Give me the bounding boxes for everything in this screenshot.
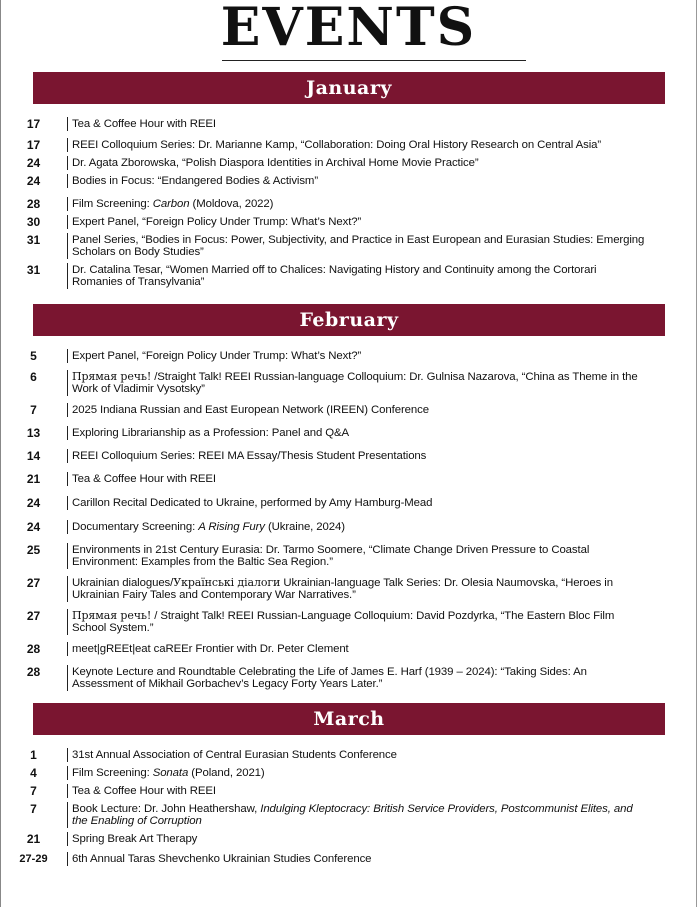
- event-date: 4: [30, 766, 37, 780]
- event-row: [0, 784, 697, 798]
- event-title[interactable]: REEI Colloquium Series: REEI MA Essay/Thesis Student Presentations: [67, 449, 647, 463]
- event-row: [0, 472, 697, 486]
- event-date: 1: [30, 748, 37, 762]
- film-title: A Rising Fury: [198, 521, 265, 533]
- event-title-suffix: (Moldova, 2022): [189, 198, 274, 210]
- event-title-lead: Ukrainian dialogues/: [72, 577, 174, 589]
- event-title[interactable]: Dr. Agata Zborowska, “Polish Diaspora Identities in Archival Home Movie Practice”: [67, 156, 647, 170]
- event-title[interactable]: [67, 576, 647, 602]
- event-title[interactable]: [67, 520, 647, 534]
- event-row: [0, 370, 697, 396]
- event-title[interactable]: 2025 Indiana Russian and East European Network (IREEN) Conference: [67, 403, 647, 417]
- event-title[interactable]: Tea & Coffee Hour with REEI: [67, 784, 647, 798]
- event-title-suffix: (Ukraine, 2024): [264, 521, 345, 533]
- event-row: [0, 117, 697, 131]
- title-underline: [222, 60, 526, 61]
- event-row: [0, 852, 697, 866]
- event-date: 7: [30, 802, 37, 816]
- event-date: 21: [26, 472, 41, 486]
- event-title[interactable]: [67, 609, 647, 635]
- event-title[interactable]: Dr. Catalina Tesar, “Women Married off to Chalices: Navigating History and Continuity among the Cortorari Romanies of Transylvania”: [67, 263, 647, 289]
- event-row: [0, 543, 697, 569]
- event-title[interactable]: Bodies in Focus: “Endangered Bodies & Activism”: [67, 174, 647, 188]
- event-title-prefix: Documentary Screening:: [72, 521, 199, 533]
- event-row: [0, 832, 697, 846]
- event-date: 27: [26, 576, 41, 590]
- event-title[interactable]: Exploring Librarianship as a Profession: Panel and Q&A: [67, 426, 647, 440]
- event-title[interactable]: [67, 802, 647, 828]
- event-row: [0, 138, 697, 152]
- event-title[interactable]: Panel Series, “Bodies in Focus: Power, Subjectivity, and Practice in East European and Eurasian Studies: Emerging Scholars on Body Studies”: [67, 233, 647, 259]
- event-title[interactable]: meet|gREEt|eat caREEr Frontier with Dr. Peter Clement: [67, 642, 647, 656]
- event-date: 31: [26, 233, 41, 247]
- event-list-march: [0, 748, 697, 866]
- event-row: [0, 426, 697, 440]
- event-date: 7: [30, 784, 37, 798]
- event-title-prefix: Film Screening:: [72, 767, 153, 779]
- event-row: [0, 520, 697, 534]
- ukrainian-series-name: Українські діалоги: [173, 576, 281, 589]
- event-date: 28: [26, 197, 41, 211]
- event-date: 6: [30, 370, 37, 384]
- event-date: 24: [26, 520, 41, 534]
- event-date: 28: [26, 642, 41, 656]
- event-title[interactable]: Expert Panel, “Foreign Policy Under Trump: What’s Next?”: [67, 215, 647, 229]
- event-date: 30: [26, 215, 41, 229]
- event-row: [0, 263, 697, 289]
- event-title[interactable]: Keynote Lecture and Roundtable Celebrating the Life of James E. Harf (1939 – 2024): “Taking Sides: An Assessment of Mikhail Gorbachev’s Legacy Forty Years Later.”: [67, 665, 647, 691]
- event-row: [0, 496, 697, 510]
- film-title: Sonata: [152, 767, 189, 779]
- event-date: 7: [30, 403, 37, 417]
- event-row: [0, 665, 697, 691]
- russian-series-name: Прямая речь!: [72, 609, 152, 622]
- page-title: EVENTS: [220, 0, 477, 58]
- event-date: 28: [26, 665, 41, 679]
- event-title-rest: Ukrainian-language Talk Series: Dr. Olesia Naumovska, “Heroes in Ukrainian Fairy Tales and Contemporary War Narratives.”: [72, 577, 613, 601]
- event-date: 21: [26, 832, 41, 846]
- event-date: 17: [26, 117, 41, 131]
- event-date: 17: [26, 138, 41, 152]
- event-title[interactable]: Expert Panel, “Foreign Policy Under Trump: What’s Next?”: [67, 349, 647, 363]
- event-title[interactable]: [67, 766, 647, 780]
- event-row: [0, 449, 697, 463]
- event-title[interactable]: REEI Colloquium Series: Dr. Marianne Kamp, “Collaboration: Doing Oral History Research on Central Asia”: [67, 138, 647, 152]
- event-list-january: [0, 117, 697, 289]
- month-banner-march: March: [33, 703, 665, 735]
- event-row: [0, 197, 697, 211]
- event-row: [0, 802, 697, 828]
- event-row: [0, 349, 697, 363]
- month-banner-january: January: [33, 72, 665, 104]
- event-row: [0, 233, 697, 259]
- event-title-suffix: (Poland, 2021): [188, 767, 265, 779]
- event-title[interactable]: Carillon Recital Dedicated to Ukraine, performed by Amy Hamburg-Mead: [67, 496, 647, 510]
- event-title-prefix: Book Lecture: Dr. John Heathershaw,: [72, 803, 261, 815]
- event-title[interactable]: 31st Annual Association of Central Eurasian Students Conference: [67, 748, 647, 762]
- event-title[interactable]: Environments in 21st Century Eurasia: Dr. Tarmo Soomere, “Climate Change Driven Pressure to Coastal Environment: Examples from the Baltic Sea Region.”: [67, 543, 647, 569]
- event-date: 27: [26, 609, 41, 623]
- book-title: Indulging Kleptocracy: British Service Providers, Postcommunist Elites, and the Enabling of Corruption: [72, 803, 633, 827]
- event-title[interactable]: [67, 197, 647, 211]
- event-date: 14: [26, 449, 41, 463]
- event-title[interactable]: Spring Break Art Therapy: [67, 832, 647, 846]
- event-date: 24: [26, 156, 41, 170]
- event-row: [0, 156, 697, 170]
- event-title-rest: / Straight Talk! REEI Russian-Language Colloquium: David Pozdyrka, “The Eastern Bloc Film School System.”: [72, 610, 615, 634]
- event-date: 27-29: [19, 853, 48, 865]
- event-title-rest: /Straight Talk! REEI Russian-language Colloquium: Dr. Gulnisa Nazarova, “China as Theme in the Work of Vladimir Vysotsky”: [72, 371, 638, 395]
- event-date: 25: [26, 543, 41, 557]
- event-row: [0, 215, 697, 229]
- event-row: [0, 576, 697, 602]
- event-list-february: [0, 349, 697, 691]
- event-row: [0, 766, 697, 780]
- event-row: [0, 642, 697, 656]
- event-row: [0, 403, 697, 417]
- event-date: 24: [26, 496, 41, 510]
- russian-series-name: Прямая речь!: [72, 370, 152, 383]
- event-title[interactable]: Tea & Coffee Hour with REEI: [67, 472, 647, 486]
- film-title: Carbon: [152, 198, 190, 210]
- event-date: 5: [30, 349, 37, 363]
- event-date: 31: [26, 263, 41, 277]
- event-title[interactable]: 6th Annual Taras Shevchenko Ukrainian Studies Conference: [67, 852, 647, 866]
- month-banner-february: February: [33, 304, 665, 336]
- event-row: [0, 174, 697, 188]
- event-date: 24: [26, 174, 41, 188]
- event-title[interactable]: [67, 370, 647, 396]
- event-row: [0, 609, 697, 635]
- event-row: [0, 748, 697, 762]
- event-date: 13: [26, 426, 41, 440]
- event-title[interactable]: Tea & Coffee Hour with REEI: [67, 117, 647, 131]
- event-title-prefix: Film Screening:: [72, 198, 153, 210]
